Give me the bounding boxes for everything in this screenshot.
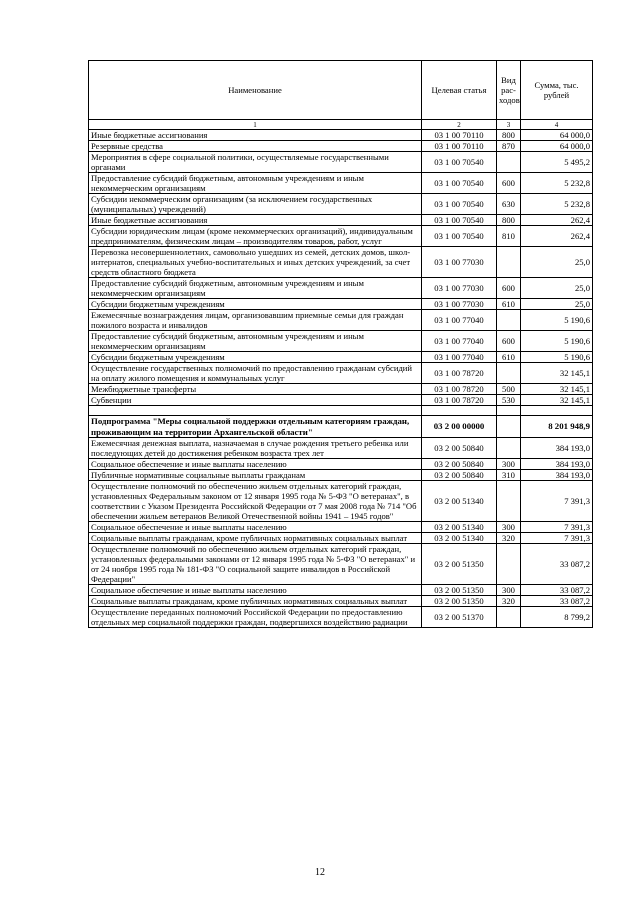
row-target-article-cell: 03 2 00 51340 [422,481,497,522]
row-name-cell: Осуществление переданных полномочий Российской Федерации по предоставлению отдельных мер социальной поддержки граждан, подвергшихся воздействию радиации [89,607,422,628]
row-target-article-cell: 03 1 00 78720 [422,363,497,384]
row-sum-cell: 384 193,0 [521,470,593,481]
row-target-article-cell: 03 2 00 00000 [422,416,497,438]
row-name-cell: Иные бюджетные ассигнования [89,130,422,141]
column-number: 1 [89,120,422,130]
row-name-cell: Субсидии бюджетным учреждениям [89,299,422,310]
row-target-article-cell: 03 1 00 70540 [422,215,497,226]
table-row [89,215,593,226]
header-sum: Сумма, тыс. рублей [521,61,593,120]
table-row [89,585,593,596]
row-sum-cell [521,406,593,416]
row-expense-type-cell: 600 [497,331,521,352]
row-expense-type-cell [497,152,521,173]
table-row [89,331,593,352]
header-target-article: Целевая статья [422,61,497,120]
row-sum-cell: 33 087,2 [521,596,593,607]
row-sum-cell: 33 087,2 [521,544,593,585]
row-name-cell: Предоставление субсидий бюджетным, автономным учреждениям и иным некоммерческим организациям [89,331,422,352]
row-expense-type-cell [497,247,521,278]
row-expense-type-cell [497,481,521,522]
table-body [89,130,593,628]
row-expense-type-cell: 530 [497,395,521,406]
row-target-article-cell: 03 1 00 77030 [422,247,497,278]
row-expense-type-cell [497,607,521,628]
row-target-article-cell: 03 1 00 70110 [422,141,497,152]
row-expense-type-cell: 300 [497,459,521,470]
row-expense-type-cell: 600 [497,278,521,299]
row-sum-cell: 32 145,1 [521,363,593,384]
column-number-row [89,120,593,130]
row-sum-cell: 32 145,1 [521,384,593,395]
document-page [88,60,592,628]
spacer-row [89,406,593,416]
row-sum-cell: 8 201 948,9 [521,416,593,438]
row-sum-cell: 64 000,0 [521,141,593,152]
row-sum-cell: 5 232,8 [521,173,593,194]
table-row [89,194,593,215]
row-expense-type-cell [497,406,521,416]
subprogram-row [89,416,593,438]
row-name-cell [89,406,422,416]
row-expense-type-cell: 500 [497,384,521,395]
table-row [89,522,593,533]
row-name-cell: Субсидии бюджетным учреждениям [89,352,422,363]
table-row [89,363,593,384]
row-name-cell: Перевозка несовершеннолетних, самовольно ушедших из семей, детских домов, школ-интернатов, специальных учебно-воспитательных и иных детских учреждений, за счет средств областного бюджета [89,247,422,278]
row-name-cell: Социальное обеспечение и иные выплаты населению [89,459,422,470]
row-expense-type-cell [497,363,521,384]
row-target-article-cell [422,406,497,416]
row-target-article-cell: 03 1 00 70540 [422,226,497,247]
row-target-article-cell: 03 1 00 77030 [422,278,497,299]
row-name-cell: Межбюджетные трансферты [89,384,422,395]
row-name-cell: Осуществление полномочий по обеспечению жильем отдельных категорий граждан, установленных Федеральным законом от 12 января 1995 года № 5-ФЗ "О ветеранах", в соответствии с Указом Президента Российской Федерации от 7 мая 2008 года № 714 "Об обеспечении жильем ветеранов Великой Отечественной войны 1941 – 1945 годов" [89,481,422,522]
row-sum-cell: 25,0 [521,247,593,278]
row-expense-type-cell: 600 [497,173,521,194]
column-number: 3 [497,120,521,130]
row-expense-type-cell [497,544,521,585]
row-target-article-cell: 03 1 00 77040 [422,310,497,331]
table-row [89,395,593,406]
row-name-cell: Социальные выплаты гражданам, кроме публичных нормативных социальных выплат [89,533,422,544]
table-header-row [89,61,593,120]
row-sum-cell: 5 190,6 [521,352,593,363]
table-row [89,173,593,194]
row-sum-cell: 25,0 [521,278,593,299]
row-sum-cell: 262,4 [521,215,593,226]
row-sum-cell: 7 391,3 [521,481,593,522]
row-sum-cell: 5 495,2 [521,152,593,173]
column-number: 2 [422,120,497,130]
row-name-cell: Подпрограмма "Меры социальной поддержки отдельным категориям граждан, проживающим на территории Архангельской области" [89,416,422,438]
row-name-cell: Осуществление государственных полномочий по предоставлению гражданам субсидий на оплату жилого помещения и коммунальных услуг [89,363,422,384]
row-target-article-cell: 03 2 00 51370 [422,607,497,628]
row-sum-cell: 8 799,2 [521,607,593,628]
table-row [89,310,593,331]
row-expense-type-cell: 800 [497,215,521,226]
row-name-cell: Резервные средства [89,141,422,152]
row-target-article-cell: 03 1 00 77040 [422,352,497,363]
header-name: Наименование [89,61,422,120]
row-target-article-cell: 03 1 00 77040 [422,331,497,352]
table-row [89,299,593,310]
row-sum-cell: 33 087,2 [521,585,593,596]
row-name-cell: Предоставление субсидий бюджетным, автономным учреждениям и иным некоммерческим организациям [89,173,422,194]
row-expense-type-cell: 320 [497,533,521,544]
row-target-article-cell: 03 1 00 78720 [422,395,497,406]
table-row [89,481,593,522]
row-name-cell: Мероприятия в сфере социальной политики, осуществляемые государственными органами [89,152,422,173]
header-expense-type: Вид рас-ходов [497,61,521,120]
row-target-article-cell: 03 2 00 50840 [422,459,497,470]
row-expense-type-cell: 800 [497,130,521,141]
row-target-article-cell: 03 1 00 78720 [422,384,497,395]
row-target-article-cell: 03 1 00 70540 [422,194,497,215]
row-expense-type-cell: 320 [497,596,521,607]
row-target-article-cell: 03 1 00 77030 [422,299,497,310]
row-expense-type-cell: 630 [497,194,521,215]
row-name-cell: Субсидии юридическим лицам (кроме некоммерческих организаций), индивидуальным предпринимателям, физическим лицам – производителям товаров, работ, услуг [89,226,422,247]
table-row [89,130,593,141]
row-name-cell: Ежемесячные вознаграждения лицам, организовавшим приемные семьи для граждан пожилого возраста и инвалидов [89,310,422,331]
row-target-article-cell: 03 2 00 51340 [422,522,497,533]
row-target-article-cell: 03 1 00 70540 [422,173,497,194]
row-name-cell: Субвенции [89,395,422,406]
page-number: 12 [315,867,325,878]
table-row [89,459,593,470]
row-expense-type-cell: 870 [497,141,521,152]
row-sum-cell: 384 193,0 [521,438,593,459]
row-name-cell: Социальное обеспечение и иные выплаты населению [89,585,422,596]
table-row [89,247,593,278]
row-expense-type-cell: 300 [497,585,521,596]
row-target-article-cell: 03 2 00 51340 [422,533,497,544]
row-expense-type-cell: 610 [497,299,521,310]
row-sum-cell: 7 391,3 [521,533,593,544]
row-expense-type-cell: 810 [497,226,521,247]
table-row [89,470,593,481]
row-name-cell: Иные бюджетные ассигнования [89,215,422,226]
row-expense-type-cell: 610 [497,352,521,363]
row-name-cell: Публичные нормативные социальные выплаты гражданам [89,470,422,481]
row-expense-type-cell: 310 [497,470,521,481]
table-row [89,544,593,585]
table-row [89,352,593,363]
row-target-article-cell: 03 2 00 51350 [422,585,497,596]
row-name-cell: Предоставление субсидий бюджетным, автономным учреждениям и иным некоммерческим организациям [89,278,422,299]
row-expense-type-cell [497,310,521,331]
table-row [89,533,593,544]
row-sum-cell: 5 190,6 [521,331,593,352]
row-name-cell: Субсидии некоммерческим организациям (за исключением государственных (муниципальных) учреждений) [89,194,422,215]
row-target-article-cell: 03 1 00 70110 [422,130,497,141]
row-expense-type-cell: 300 [497,522,521,533]
row-sum-cell: 64 000,0 [521,130,593,141]
row-target-article-cell: 03 2 00 51350 [422,596,497,607]
table-row [89,226,593,247]
column-number: 4 [521,120,593,130]
row-sum-cell: 384 193,0 [521,459,593,470]
row-expense-type-cell [497,416,521,438]
table-row [89,607,593,628]
row-name-cell: Ежемесячная денежная выплата, назначаемая в случае рождения третьего ребенка или последующих детей до достижения ребенком возраста трех лет [89,438,422,459]
row-target-article-cell: 03 2 00 50840 [422,438,497,459]
row-sum-cell: 32 145,1 [521,395,593,406]
row-name-cell: Социальное обеспечение и иные выплаты населению [89,522,422,533]
row-target-article-cell: 03 1 00 70540 [422,152,497,173]
budget-table [88,60,593,628]
table-row [89,384,593,395]
table-row [89,438,593,459]
row-sum-cell: 7 391,3 [521,522,593,533]
row-expense-type-cell [497,438,521,459]
table-row [89,278,593,299]
row-name-cell: Осуществление полномочий по обеспечению жильем отдельных категорий граждан, установленных федеральными законами от 12 января 1995 года № 5-ФЗ "О ветеранах" и от 24 ноября 1995 года № 181-ФЗ "О социальной защите инвалидов в Российской Федерации" [89,544,422,585]
row-target-article-cell: 03 2 00 51350 [422,544,497,585]
row-sum-cell: 5 232,8 [521,194,593,215]
row-name-cell: Социальные выплаты гражданам, кроме публичных нормативных социальных выплат [89,596,422,607]
table-row [89,141,593,152]
row-sum-cell: 262,4 [521,226,593,247]
table-row [89,596,593,607]
row-sum-cell: 5 190,6 [521,310,593,331]
row-target-article-cell: 03 2 00 50840 [422,470,497,481]
row-sum-cell: 25,0 [521,299,593,310]
table-row [89,152,593,173]
